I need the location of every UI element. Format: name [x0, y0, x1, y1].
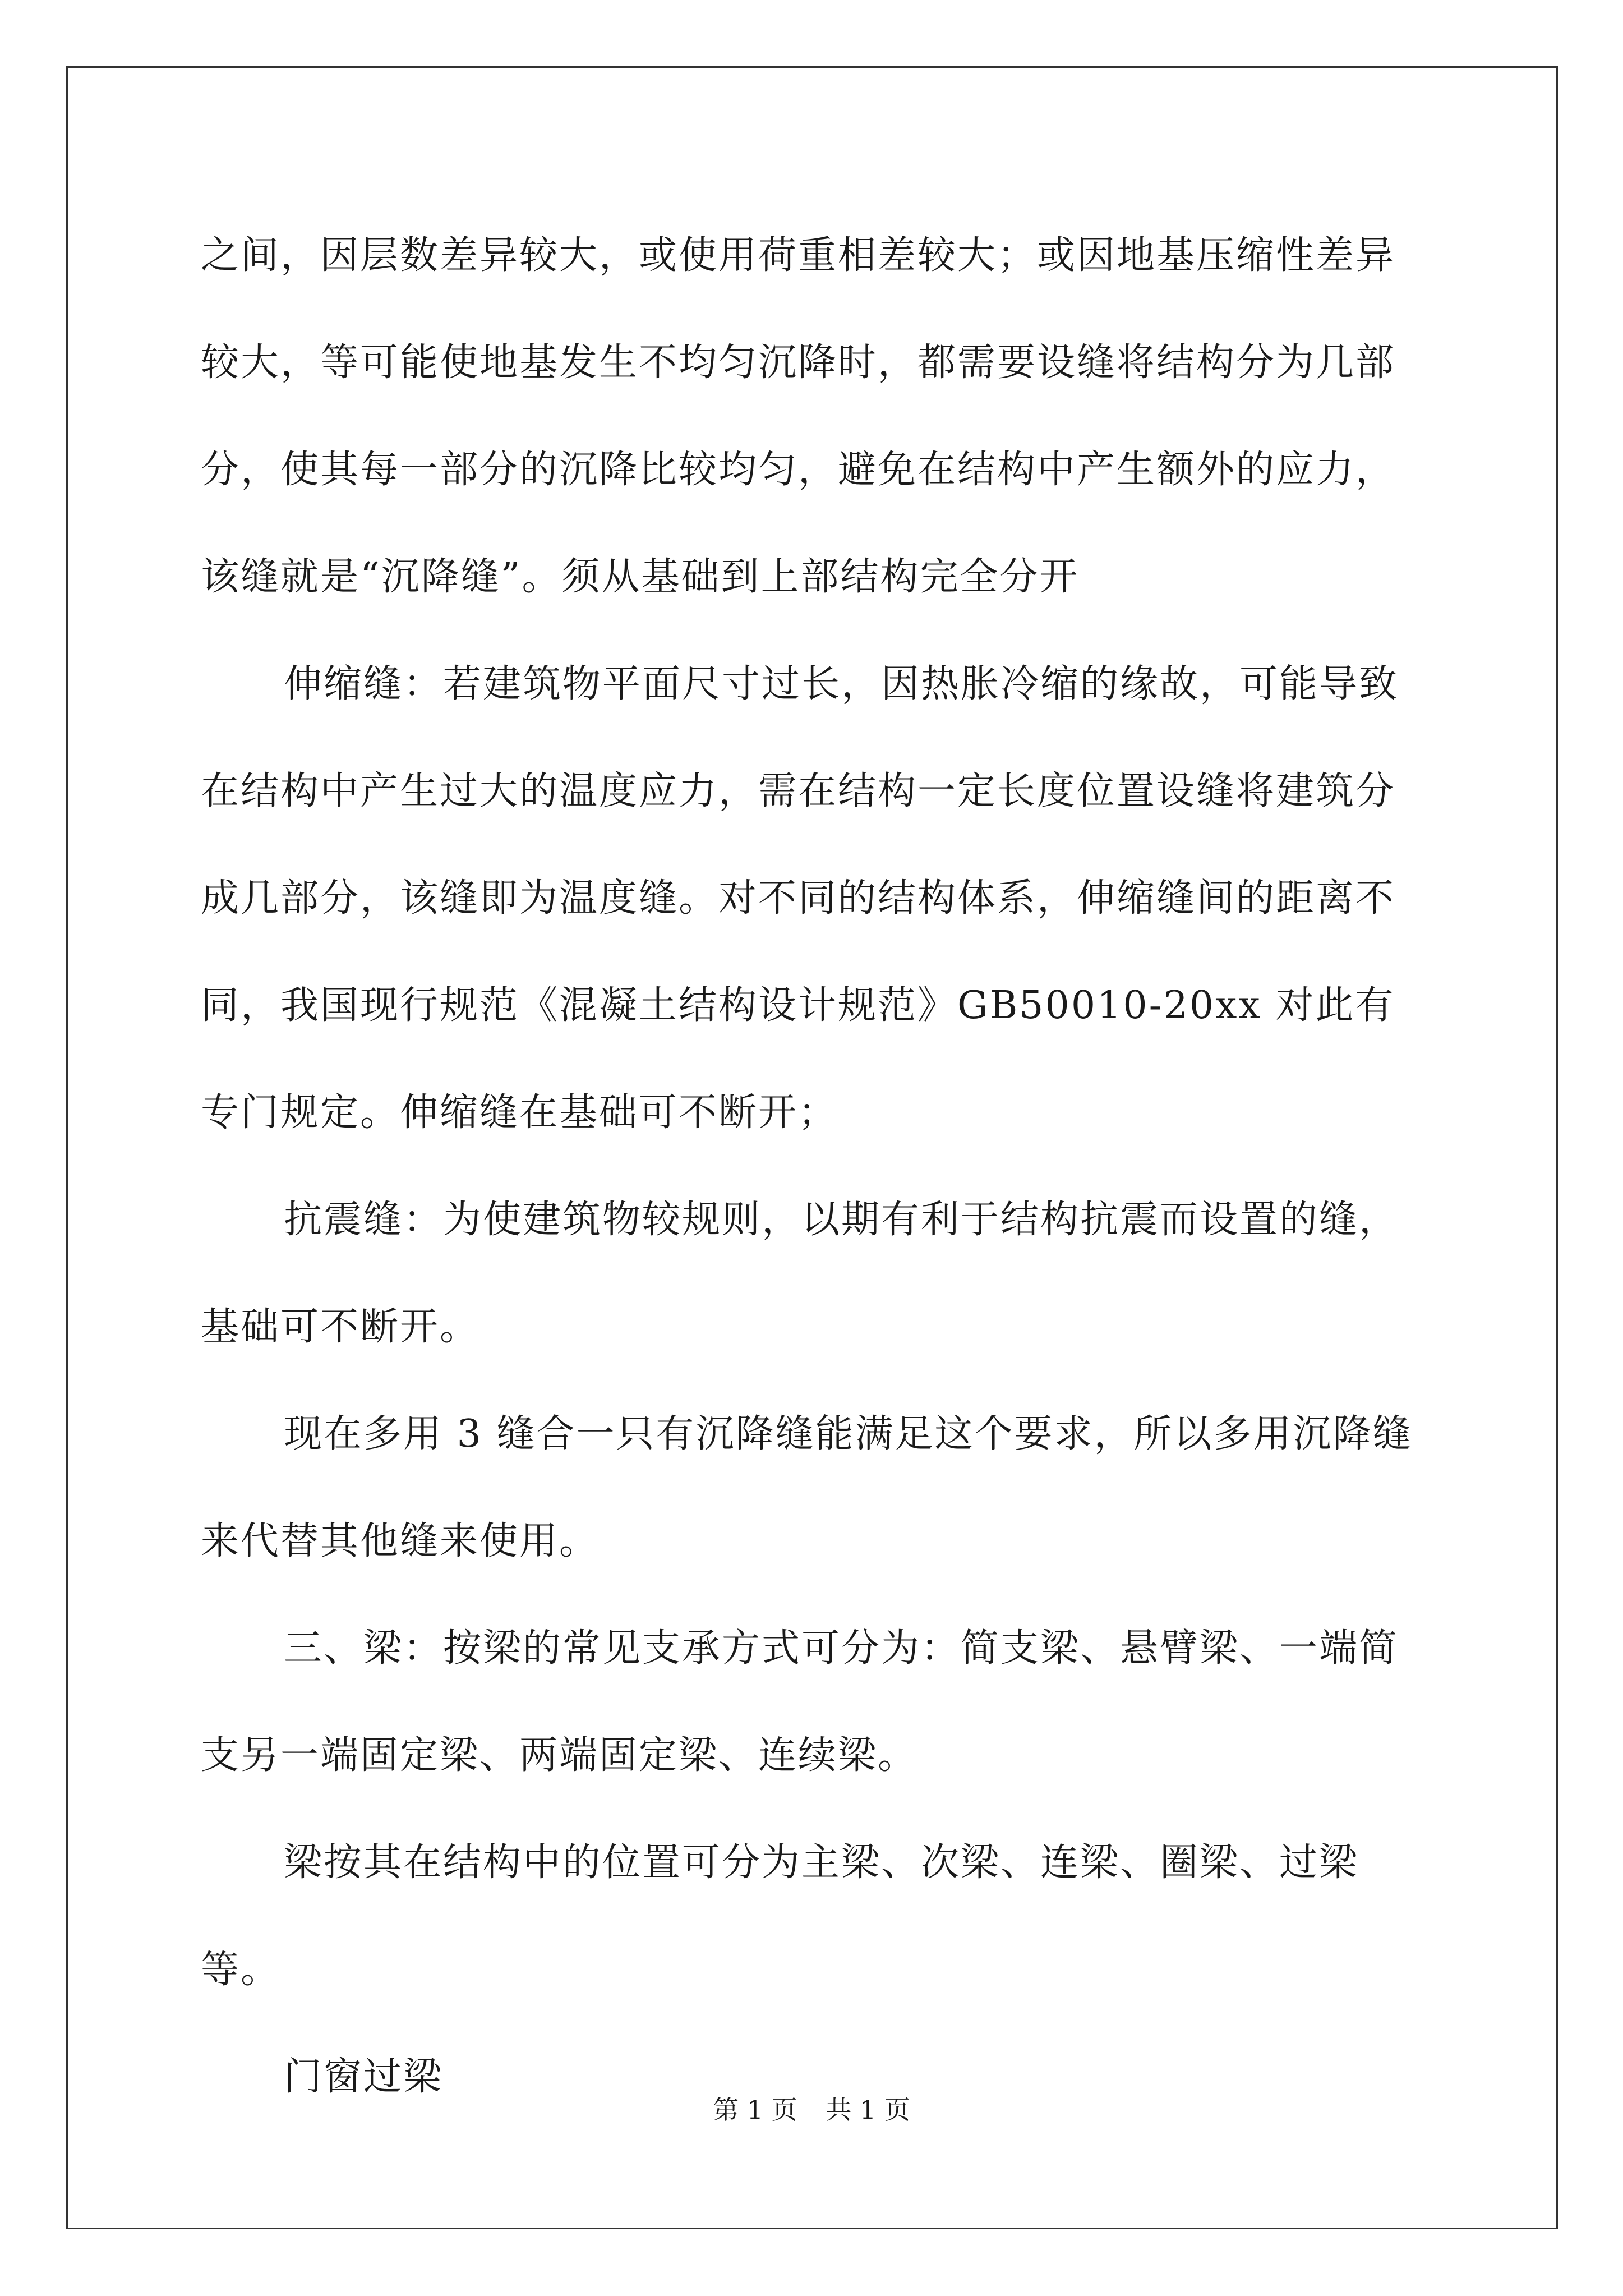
paragraph-beam-support: 三、梁：按梁的常见支承方式可分为：简支梁、悬臂梁、一端简支另一端固定梁、两端固定梁、连续梁。 — [201, 1626, 1399, 1778]
paragraph-lintel: 门窗过梁 — [284, 2055, 444, 2099]
document-body — [201, 202, 1432, 2131]
paragraph-settlement-joint: 之间，因层数差异较大，或使用荷重相差较大；或因地基压缩性差异较大，等可能使地基发生不均匀沉降时，都需要设缝将结构分为几部分，使其每一部分的沉降比较均匀，避免在结构中产生额外的应力，该缝就是“沉降缝”。须从基础到上部结构完全分开 — [201, 233, 1396, 599]
paragraph-seismic-joint: 抗震缝：为使建筑物较规则，以期有利于结构抗震而设置的缝，基础可不断开。 — [201, 1198, 1399, 1349]
page-total: 共 1 页 — [826, 2095, 910, 2125]
paragraph-three-in-one: 现在多用 3 缝合一只有沉降缝能满足这个要求，所以多用沉降缝来代替其他缝来使用。 — [201, 1412, 1413, 1563]
paragraph-beam-position: 梁按其在结构中的位置可分为主梁、次梁、连梁、圈梁、过梁等。 — [201, 1841, 1359, 1992]
page-number: 第 1 页 — [713, 2095, 797, 2125]
page-footer — [0, 2090, 1623, 2127]
paragraph-expansion-joint: 伸缩缝：若建筑物平面尺寸过长，因热胀冷缩的缘故，可能导致在结构中产生过大的温度应力，需在结构一定长度位置设缝将建筑分成几部分，该缝即为温度缝。对不同的结构体系，伸缩缝间的距离不同，我国现行规范《混凝土结构设计规范》GB50010-20xx 对此有专门规定。伸缩缝在基础可不断开； — [201, 662, 1399, 1135]
